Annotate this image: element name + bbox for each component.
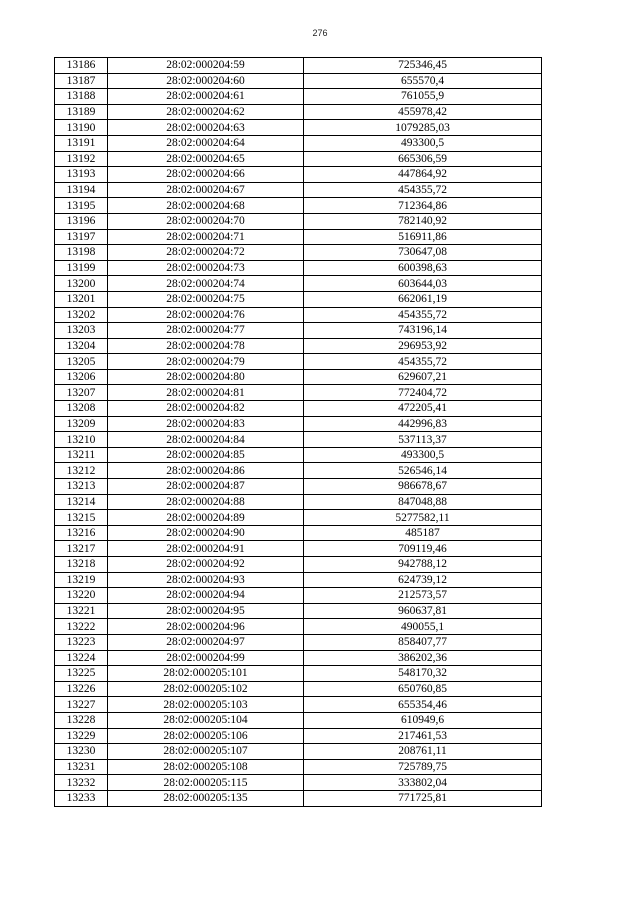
- value-cell: 629607,21: [304, 369, 542, 385]
- cadastral-number-cell: 28:02:000204:68: [108, 198, 304, 214]
- cadastral-number-cell: 28:02:000204:77: [108, 323, 304, 339]
- value-cell: 847048,88: [304, 494, 542, 510]
- cadastral-number-cell: 28:02:000204:67: [108, 182, 304, 198]
- value-cell: 455978,42: [304, 104, 542, 120]
- table-row: [55, 510, 542, 526]
- value-cell: 650760,85: [304, 681, 542, 697]
- page-number: 276: [312, 28, 328, 38]
- value-cell: 454355,72: [304, 182, 542, 198]
- cadastral-number-cell: 28:02:000204:79: [108, 354, 304, 370]
- row-number-cell: 13215: [55, 510, 108, 526]
- row-number-cell: 13201: [55, 291, 108, 307]
- value-cell: 771725,81: [304, 790, 542, 806]
- row-number-cell: 13205: [55, 354, 108, 370]
- table-row: [55, 104, 542, 120]
- cadastral-number-cell: 28:02:000204:84: [108, 432, 304, 448]
- value-cell: 730647,08: [304, 245, 542, 261]
- table-row: [55, 775, 542, 791]
- row-number-cell: 13193: [55, 167, 108, 183]
- table-row: [55, 541, 542, 557]
- row-number-cell: 13206: [55, 369, 108, 385]
- row-number-cell: 13187: [55, 73, 108, 89]
- table-row: [55, 260, 542, 276]
- cadastral-number-cell: 28:02:000204:94: [108, 588, 304, 604]
- table-row: [55, 790, 542, 806]
- row-number-cell: 13200: [55, 276, 108, 292]
- table-row: [55, 634, 542, 650]
- table-row: [55, 229, 542, 245]
- table-row: [55, 182, 542, 198]
- row-number-cell: 13198: [55, 245, 108, 261]
- value-cell: 600398,63: [304, 260, 542, 276]
- value-cell: 761055,9: [304, 89, 542, 105]
- table-row: [55, 744, 542, 760]
- row-number-cell: 13188: [55, 89, 108, 105]
- row-number-cell: 13204: [55, 338, 108, 354]
- row-number-cell: 13186: [55, 58, 108, 74]
- table-row: [55, 58, 542, 74]
- cadastral-number-cell: 28:02:000204:82: [108, 401, 304, 417]
- value-cell: 725346,45: [304, 58, 542, 74]
- table-row: [55, 759, 542, 775]
- cadastral-number-cell: 28:02:000204:85: [108, 447, 304, 463]
- table-row: [55, 557, 542, 573]
- cadastral-number-cell: 28:02:000204:97: [108, 634, 304, 650]
- table-row: [55, 619, 542, 635]
- value-cell: 333802,04: [304, 775, 542, 791]
- value-cell: 493300,5: [304, 447, 542, 463]
- table-row: [55, 385, 542, 401]
- cadastral-number-cell: 28:02:000204:91: [108, 541, 304, 557]
- value-cell: 1079285,03: [304, 120, 542, 136]
- value-cell: 665306,59: [304, 151, 542, 167]
- value-cell: 296953,92: [304, 338, 542, 354]
- cadastral-number-cell: 28:02:000205:101: [108, 666, 304, 682]
- value-cell: 493300,5: [304, 135, 542, 151]
- table-row: [55, 213, 542, 229]
- table-row: [55, 291, 542, 307]
- row-number-cell: 13192: [55, 151, 108, 167]
- cadastral-number-cell: 28:02:000204:70: [108, 213, 304, 229]
- value-cell: 709119,46: [304, 541, 542, 557]
- table-row: [55, 151, 542, 167]
- row-number-cell: 13223: [55, 634, 108, 650]
- cadastral-number-cell: 28:02:000204:95: [108, 603, 304, 619]
- table-row: [55, 89, 542, 105]
- table-row: [55, 588, 542, 604]
- table-row: [55, 338, 542, 354]
- value-cell: 712364,86: [304, 198, 542, 214]
- table-row: [55, 603, 542, 619]
- value-cell: 942788,12: [304, 557, 542, 573]
- value-cell: 986678,67: [304, 479, 542, 495]
- table-row: [55, 447, 542, 463]
- row-number-cell: 13231: [55, 759, 108, 775]
- table-row: [55, 712, 542, 728]
- table-row: [55, 416, 542, 432]
- row-number-cell: 13220: [55, 588, 108, 604]
- cadastral-number-cell: 28:02:000205:106: [108, 728, 304, 744]
- table-row: [55, 323, 542, 339]
- cadastral-number-cell: 28:02:000204:90: [108, 525, 304, 541]
- table-row: [55, 572, 542, 588]
- value-cell: 447864,92: [304, 167, 542, 183]
- row-number-cell: 13232: [55, 775, 108, 791]
- row-number-cell: 13210: [55, 432, 108, 448]
- cadastral-number-cell: 28:02:000205:108: [108, 759, 304, 775]
- row-number-cell: 13194: [55, 182, 108, 198]
- row-number-cell: 13190: [55, 120, 108, 136]
- row-number-cell: 13197: [55, 229, 108, 245]
- table-row: [55, 697, 542, 713]
- cadastral-number-cell: 28:02:000204:61: [108, 89, 304, 105]
- row-number-cell: 13211: [55, 447, 108, 463]
- value-cell: 454355,72: [304, 354, 542, 370]
- cadastral-number-cell: 28:02:000204:92: [108, 557, 304, 573]
- cadastral-number-cell: 28:02:000204:89: [108, 510, 304, 526]
- value-cell: 743196,14: [304, 323, 542, 339]
- row-number-cell: 13207: [55, 385, 108, 401]
- row-number-cell: 13226: [55, 681, 108, 697]
- cadastral-number-cell: 28:02:000204:81: [108, 385, 304, 401]
- row-number-cell: 13217: [55, 541, 108, 557]
- value-cell: 516911,86: [304, 229, 542, 245]
- cadastral-number-cell: 28:02:000204:65: [108, 151, 304, 167]
- row-number-cell: 13218: [55, 557, 108, 573]
- cadastral-number-cell: 28:02:000204:62: [108, 104, 304, 120]
- value-cell: 212573,57: [304, 588, 542, 604]
- value-cell: 442996,83: [304, 416, 542, 432]
- cadastral-number-cell: 28:02:000204:59: [108, 58, 304, 74]
- table-row: [55, 463, 542, 479]
- cadastral-number-cell: 28:02:000204:99: [108, 650, 304, 666]
- value-cell: 603644,03: [304, 276, 542, 292]
- value-cell: 208761,11: [304, 744, 542, 760]
- cadastral-number-cell: 28:02:000204:87: [108, 479, 304, 495]
- table-row: [55, 728, 542, 744]
- value-cell: 386202,36: [304, 650, 542, 666]
- cadastral-number-cell: 28:02:000204:88: [108, 494, 304, 510]
- table-row: [55, 276, 542, 292]
- row-number-cell: 13199: [55, 260, 108, 276]
- value-cell: 5277582,11: [304, 510, 542, 526]
- row-number-cell: 13195: [55, 198, 108, 214]
- cadastral-number-cell: 28:02:000204:75: [108, 291, 304, 307]
- table-row: [55, 666, 542, 682]
- row-number-cell: 13229: [55, 728, 108, 744]
- cadastral-number-cell: 28:02:000204:74: [108, 276, 304, 292]
- value-cell: 454355,72: [304, 307, 542, 323]
- value-cell: 662061,19: [304, 291, 542, 307]
- table-row: [55, 354, 542, 370]
- row-number-cell: 13225: [55, 666, 108, 682]
- cadastral-number-cell: 28:02:000204:60: [108, 73, 304, 89]
- row-number-cell: 13189: [55, 104, 108, 120]
- value-cell: 960637,81: [304, 603, 542, 619]
- row-number-cell: 13213: [55, 479, 108, 495]
- value-cell: 655570,4: [304, 73, 542, 89]
- row-number-cell: 13222: [55, 619, 108, 635]
- table-row: [55, 198, 542, 214]
- value-cell: 485187: [304, 525, 542, 541]
- value-cell: 548170,32: [304, 666, 542, 682]
- row-number-cell: 13209: [55, 416, 108, 432]
- value-cell: 537113,37: [304, 432, 542, 448]
- table-row: [55, 479, 542, 495]
- value-cell: 772404,72: [304, 385, 542, 401]
- cadastral-number-cell: 28:02:000204:64: [108, 135, 304, 151]
- value-cell: 858407,77: [304, 634, 542, 650]
- cadastral-number-cell: 28:02:000205:107: [108, 744, 304, 760]
- row-number-cell: 13202: [55, 307, 108, 323]
- table-row: [55, 307, 542, 323]
- cadastral-number-cell: 28:02:000204:66: [108, 167, 304, 183]
- table-row: [55, 681, 542, 697]
- value-cell: 610949,6: [304, 712, 542, 728]
- row-number-cell: 13224: [55, 650, 108, 666]
- value-cell: 490055,1: [304, 619, 542, 635]
- table-row: [55, 494, 542, 510]
- row-number-cell: 13216: [55, 525, 108, 541]
- cadastral-number-cell: 28:02:000204:63: [108, 120, 304, 136]
- table-row: [55, 120, 542, 136]
- row-number-cell: 13208: [55, 401, 108, 417]
- cadastral-number-cell: 28:02:000204:72: [108, 245, 304, 261]
- table-row: [55, 432, 542, 448]
- table-row: [55, 167, 542, 183]
- table-row: [55, 525, 542, 541]
- cadastral-number-cell: 28:02:000204:80: [108, 369, 304, 385]
- row-number-cell: 13196: [55, 213, 108, 229]
- table-row: [55, 245, 542, 261]
- value-cell: 725789,75: [304, 759, 542, 775]
- row-number-cell: 13233: [55, 790, 108, 806]
- cadastral-number-cell: 28:02:000204:71: [108, 229, 304, 245]
- row-number-cell: 13212: [55, 463, 108, 479]
- cadastral-number-cell: 28:02:000205:102: [108, 681, 304, 697]
- cadastral-number-cell: 28:02:000205:103: [108, 697, 304, 713]
- cadastral-number-cell: 28:02:000204:83: [108, 416, 304, 432]
- cadastral-number-cell: 28:02:000204:93: [108, 572, 304, 588]
- table-row: [55, 135, 542, 151]
- table-row: [55, 401, 542, 417]
- value-cell: 624739,12: [304, 572, 542, 588]
- cadastral-number-cell: 28:02:000204:78: [108, 338, 304, 354]
- cadastral-number-cell: 28:02:000205:115: [108, 775, 304, 791]
- row-number-cell: 13219: [55, 572, 108, 588]
- table-row: [55, 73, 542, 89]
- table-body: [55, 58, 542, 807]
- row-number-cell: 13191: [55, 135, 108, 151]
- cadastral-number-cell: 28:02:000204:86: [108, 463, 304, 479]
- cadastral-table: [54, 57, 542, 807]
- row-number-cell: 13230: [55, 744, 108, 760]
- value-cell: 526546,14: [304, 463, 542, 479]
- row-number-cell: 13228: [55, 712, 108, 728]
- table-row: [55, 369, 542, 385]
- value-cell: 472205,41: [304, 401, 542, 417]
- cadastral-number-cell: 28:02:000204:76: [108, 307, 304, 323]
- cadastral-number-cell: 28:02:000204:96: [108, 619, 304, 635]
- cadastral-number-cell: 28:02:000205:135: [108, 790, 304, 806]
- cadastral-number-cell: 28:02:000205:104: [108, 712, 304, 728]
- row-number-cell: 13214: [55, 494, 108, 510]
- row-number-cell: 13221: [55, 603, 108, 619]
- row-number-cell: 13227: [55, 697, 108, 713]
- cadastral-number-cell: 28:02:000204:73: [108, 260, 304, 276]
- row-number-cell: 13203: [55, 323, 108, 339]
- table-row: [55, 650, 542, 666]
- value-cell: 217461,53: [304, 728, 542, 744]
- value-cell: 782140,92: [304, 213, 542, 229]
- value-cell: 655354,46: [304, 697, 542, 713]
